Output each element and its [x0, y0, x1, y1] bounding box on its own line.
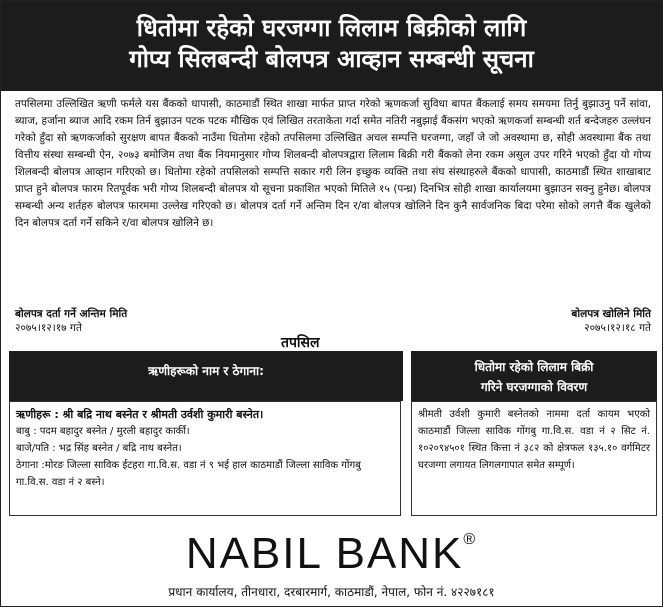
table-header-property-line1: धितोमा रहेको लिलाम बिक्री — [474, 360, 594, 374]
property-description: श्रीमती उर्वशी कुमारी बस्नेतको नाममा दर्ता कायम भएको काठमाडौं जिल्ला साविक गोंगबु गा.वि.स. वडा नं २ सिट नं. १०२०९४५०१ स्थित कित्ता नं ३८२ को क्षेत्रफल १३५.१० वर्गमिटर घरजग्गा लगायत लिगलगापात समेत सम्पूर्ण। — [418, 409, 650, 471]
father-names: बाबु : पदम बहादुर बस्नेत / मुरली बहादुर कार्की। — [16, 426, 190, 437]
notice-title-line1: धितोमा रहेको घरजग्गा लिलाम बिक्रीको लागि — [136, 14, 527, 42]
table-header-borrowers: ऋणीहरूको नाम र ठेगाना: — [9, 351, 403, 401]
schedule-title: तपसिल — [281, 335, 320, 351]
grandfather-names: बाजे/पति : भद्र सिंह बस्नेत / बद्रि नाथ बस्नेत। — [16, 443, 182, 454]
borrower-address: ठेगाना :मोरङ जिल्ला साविक ईटहरा गा.वि.स. वडा नं ९ भई हाल काठमाडौं जिल्ला साविक गोंगबु गा.वि.स. वडा नं २ बस्ने। — [16, 460, 361, 488]
notice-title-line2: गोप्य सिलबन्दी बोलपत्र आव्हान सम्बन्धी सूचना — [129, 45, 534, 73]
deadline-date: २०७५।१२।१७ गते — [15, 322, 82, 334]
table-header-property-line2: गरिने घरजग्गाको विवरण — [480, 380, 588, 394]
deadline-block — [15, 307, 127, 335]
table-header-property — [411, 351, 657, 401]
borrower-cell — [9, 401, 401, 516]
opening-date: २०७५।१२।१८ गते — [584, 322, 651, 334]
opening-label: बोलपत्र खोलिने मिति — [571, 308, 651, 320]
registered-mark: ® — [463, 531, 478, 548]
bank-name: NABIL BANK — [185, 529, 464, 578]
footer — [1, 521, 662, 606]
notice-body: तपसिलमा उल्लिखित ऋणी फर्मले यस बैंकको धापासी, काठमाडौं स्थित शाखा मार्फत प्राप्त गरेको ऋणकर्जा सुविधा बापत बैंकलाई समय समयमा तिर्नु बुझाउनु पर्ने सांवा, ब्याज, हर्जाना ब्याज आदि रकम तिर्न बुझाउन पटक पटक मौखिक एवं लिखित तरताकेता गर्दा समेत नतिरी नबुझाई बैंकसंग भएको ऋणकर्जा सम्बन्धी शर्त बन्देजहरु उल्लंघन गरेको हुँदा सो ऋणकर्जाको सुरक्षण बापत बैंकको नाउँमा धितोमा रहेको तपसिलमा उल्लिखित अचल सम्पत्ति घरजग्गा, जहाँ जे जो अवस्थामा छ, सोही अवस्थामा बैंक तथा वित्तीय संस्था सम्बन्धी ऐन, २०७३ बमोजिम तथा बैंक नियमानुसार गोप्य शिलबन्दी बोलपत्रद्वारा लिलाम बिक्री गरी बैंकको लेना रकम असुल उपर गरिने भएको हुँदा यो गोप्य शिलबन्दी बोलपत्र आव्हान गरिएको छ। धितोमा रहेको तपसिलको सम्पत्ति सकार गरी लिन इच्छुक व्यक्ति तथा संघ संस्थाहरुले बैंकको धापासी, काठमाडौं स्थित शाखाबाट प्राप्त हुने बोलपत्र फारम रितपूर्वक भरी गोप्य शिलबन्दी बोलपत्र यो सूचना प्रकाशित भएको मितिले १५ (पन्ध्र) दिनभित्र सोही शाखा कार्यालयमा बुझाउन सक्नु हुनेछ। बोलपत्र सम्बन्धी अन्य शर्तहरु बोलपत्र फारममा उल्लेख गरिएको छ। बोलपत्र दर्ता गर्ने अन्तिम दिन र/वा बोलपत्र खोलिने दिन कुनै सार्वजनिक बिदा परेमा सोको लगत्तै बैंक खुलेको दिन बोलपत्र दर्ता गर्ने सकिने र/वा बोलपत्र खोलिने छ। — [15, 98, 651, 229]
bank-logo — [186, 529, 477, 579]
deadline-label: बोलपत्र दर्ता गर्ने अन्तिम मिति — [15, 308, 128, 320]
property-cell — [411, 401, 657, 516]
opening-block — [571, 307, 651, 335]
date-row — [15, 307, 651, 337]
notice-banner — [1, 1, 662, 91]
borrower-names: ऋणीहरू : श्री बद्रि नाथ बस्नेत र श्रीमती उर्वशी कुमारी बस्नेत। — [16, 408, 264, 421]
head-office-address: प्रधान कार्यालय, तीनधारा, दरबारमार्ग, काठमाडौं, नेपाल, फोन नं. ४२२७१८१ — [168, 585, 495, 599]
